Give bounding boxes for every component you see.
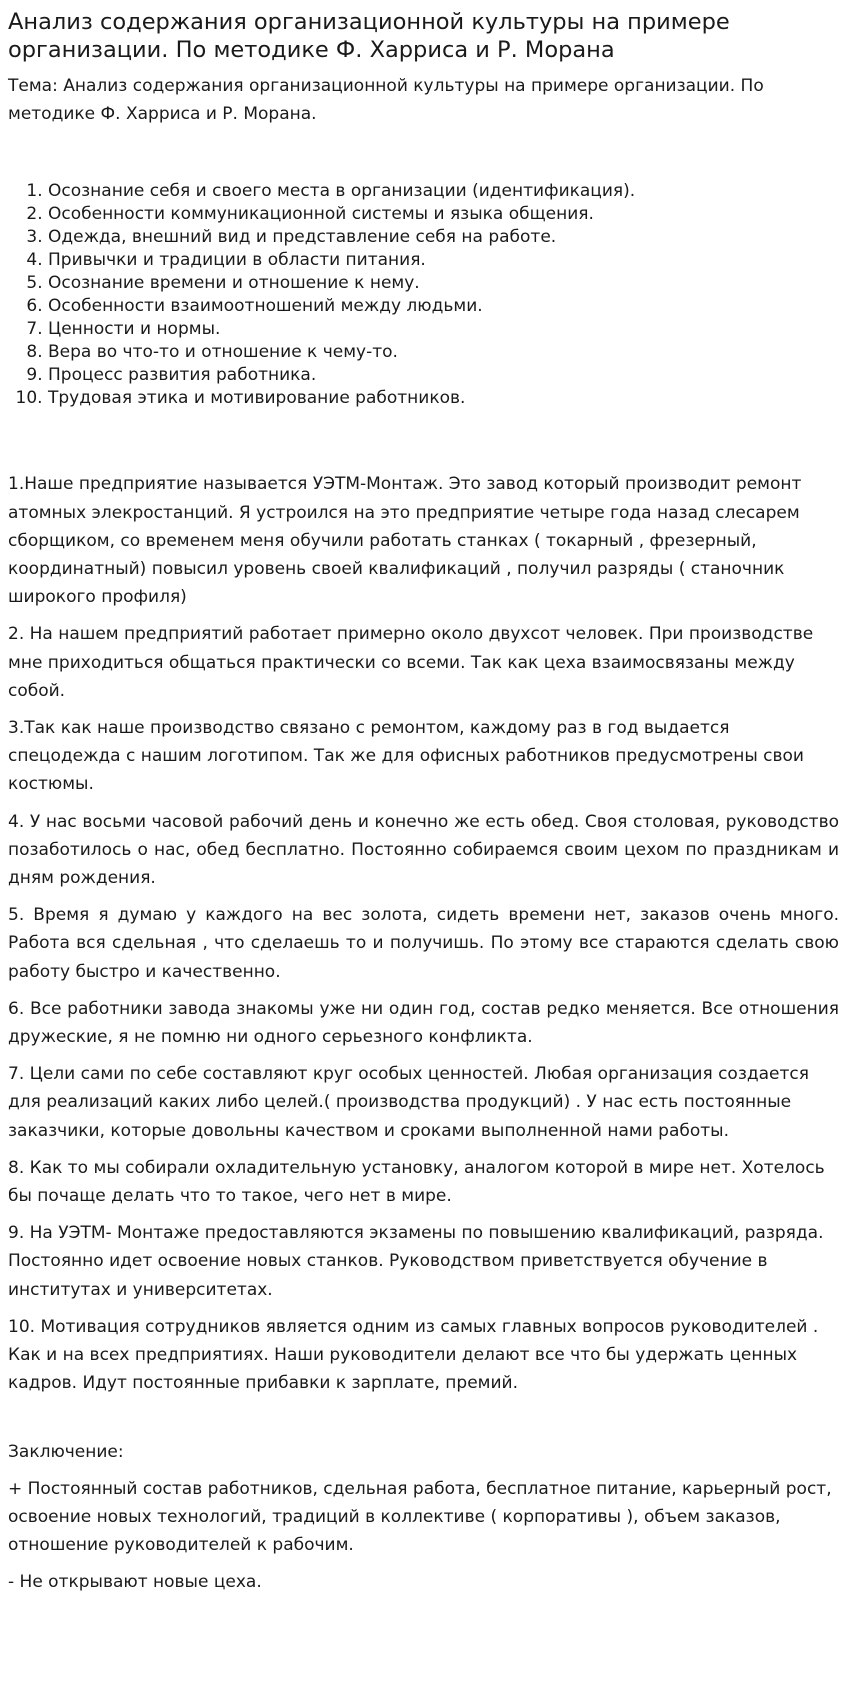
criteria-item: 1. Осознание себя и своего места в организации (идентификация).: [48, 180, 839, 203]
criteria-item: 8. Вера во что-то и отношение к чему-то.: [48, 341, 839, 364]
answer-paragraph: 10. Мотивация сотрудников является одним из самых главных вопросов руководителей . Как и на всех предприятиях. Наши руководители делают все что бы удержать ценных кадров. Идут постоянные прибавки к зарплате, премий.: [8, 1316, 819, 1394]
criteria-item: 9. Процесс развития работника.: [48, 364, 839, 387]
criteria-item: 4. Привычки и традиции в области питания.: [48, 249, 839, 272]
answer-paragraph: 1.Наше предприятие называется УЭТМ-Монтаж. Это завод который производит ремонт атомных элекростанций. Я устроился на это предприятие четыре года назад слесарем сборщиком, со временем меня обучили работать станках ( токарный , фрезерный, координатный) повысил уровень своей квалификаций , получил разряды ( станочник широкого профиля): [8, 474, 802, 608]
criteria-item: 6. Особенности взаимоотношений между людьми.: [48, 295, 839, 318]
answer-paragraph: 4. У нас восьми часовой рабочий день и конечно же есть обед. Своя столовая, руководство позаботилось о нас, обед бесплатно. Постоянно собираемся своим цехом по праздникам и дням рождения.: [8, 811, 839, 889]
conclusion-heading: Заключение:: [8, 1441, 124, 1462]
topic-paragraph: Тема: Анализ содержания организационной культуры на примере организации. По методике Ф. Харриса и Р. Морана.: [8, 76, 764, 125]
conclusion-pros: + Постоянный состав работников, сдельная работа, бесплатное питание, карьерный рост, освоение новых технологий, традиций в коллективе ( корпоративы ), объем заказов, отношение руководителей к рабочим.: [8, 1478, 832, 1556]
criteria-item: 10. Трудовая этика и мотивирование работников.: [48, 387, 839, 410]
criteria-item: 3. Одежда, внешний вид и представление себя на работе.: [48, 226, 839, 249]
answer-paragraph: 5. Время я думаю у каждого на вес золота, сидеть времени нет, заказов очень много. Работа вся сдельная , что сделаешь то и получишь. По этому все стараются сделать свою работу быстро и качественно.: [8, 905, 839, 982]
document-title: Анализ содержания организационной культуры на примере организации. По методике Ф. Харриса и Р. Морана: [8, 9, 730, 63]
conclusion-cons: - Не открывают новые цеха.: [8, 1572, 262, 1593]
answer-paragraph: 7. Цели сами по себе составляют круг особых ценностей. Любая организация создается для реализаций каких либо целей.( производства продукций) . У нас есть постоянные заказчики, которые довольны качеством и сроками выполненной нами работы.: [8, 1064, 809, 1141]
answer-paragraph: 8. Как то мы собирали охладительную установку, аналогом которой в мире нет. Хотелось бы почаще делать что то такое, чего нет в мире.: [8, 1157, 825, 1207]
criteria-item: 5. Осознание времени и отношение к нему.: [48, 272, 839, 295]
criteria-item: 2. Особенности коммуникационной системы и языка общения.: [48, 203, 839, 226]
criteria-list: [8, 180, 839, 410]
answer-paragraph: 2. На нашем предприятий работает примерно около двухсот человек. При производстве мне приходиться общаться практически со всеми. Так как цеха взаимосвязаны между собой.: [8, 624, 814, 701]
criteria-item: 7. Ценности и нормы.: [48, 318, 839, 341]
answer-paragraph: 6. Все работники завода знакомы уже ни один год, состав редко меняется. Все отношения дружеские, я не помню ни одного серьезного конфликта.: [8, 998, 839, 1048]
answer-paragraph: 9. На УЭТМ- Монтаже предоставляются экзамены по повышению квалификаций, разряда. Постоянно идет освоение новых станков. Руководством приветствуется обучение в институтах и университетах.: [8, 1223, 824, 1300]
answer-paragraph: 3.Так как наше производство связано с ремонтом, каждому раз в год выдается спецодежда с нашим логотипом. Так же для офисных работников предусмотрены свои костюмы.: [8, 718, 804, 795]
